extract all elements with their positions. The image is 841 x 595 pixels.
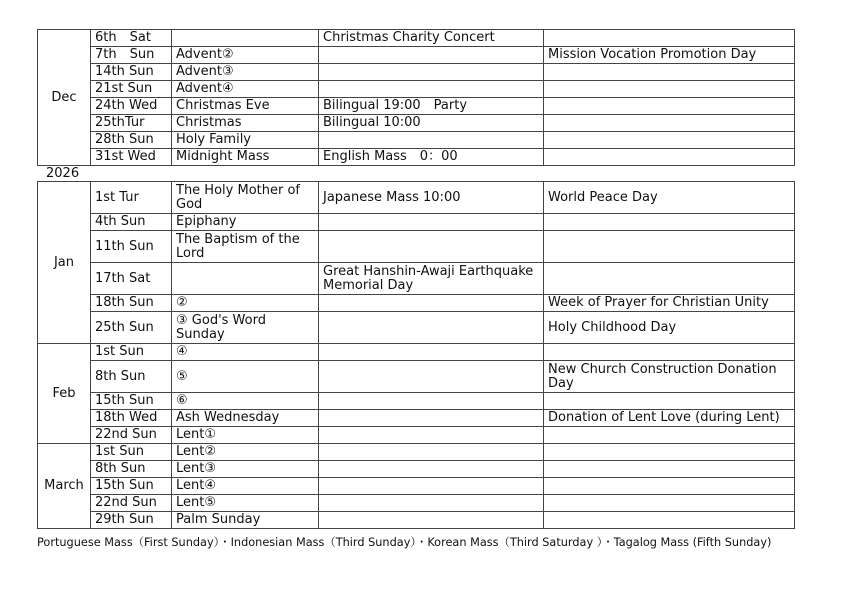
event-cell: Japanese Mass 10:00 xyxy=(319,182,544,214)
date-cell: 11th Sun xyxy=(91,231,172,263)
table-row xyxy=(38,295,795,312)
date-cell: 15th Sun xyxy=(91,393,172,410)
date-cell: 8th Sun xyxy=(91,361,172,393)
date-cell: 1st Sun xyxy=(91,444,172,461)
note-cell xyxy=(544,115,795,132)
liturgy-cell: Lent④ xyxy=(172,478,319,495)
event-cell xyxy=(319,231,544,263)
2026-schedule-table xyxy=(37,181,795,529)
table-row xyxy=(38,393,795,410)
table-row xyxy=(38,30,795,47)
december-schedule-table xyxy=(37,29,795,166)
date-cell: 22nd Sun xyxy=(91,495,172,512)
date-cell: 6th Sat xyxy=(91,30,172,47)
liturgy-cell: The Holy Mother of God xyxy=(172,182,319,214)
table-row xyxy=(38,81,795,98)
liturgy-cell: The Baptism of the Lord xyxy=(172,231,319,263)
table-row xyxy=(38,263,795,295)
table-row xyxy=(38,149,795,166)
event-cell xyxy=(319,132,544,149)
date-cell: 21st Sun xyxy=(91,81,172,98)
date-cell: 14th Sun xyxy=(91,64,172,81)
table-row xyxy=(38,478,795,495)
table-row xyxy=(38,344,795,361)
table-row xyxy=(38,444,795,461)
month-label: Dec xyxy=(38,30,91,166)
table-row xyxy=(38,495,795,512)
table-row xyxy=(38,410,795,427)
event-cell xyxy=(319,344,544,361)
date-cell: 25th Sun xyxy=(91,312,172,344)
table-row xyxy=(38,312,795,344)
liturgy-cell: ⑤ xyxy=(172,361,319,393)
note-cell: World Peace Day xyxy=(544,182,795,214)
date-cell: 17th Sat xyxy=(91,263,172,295)
year-label: 2026 xyxy=(46,166,80,181)
event-cell: English Mass 0：00 xyxy=(319,149,544,166)
date-cell: 29th Sun xyxy=(91,512,172,529)
liturgy-cell: Epiphany xyxy=(172,214,319,231)
table-row xyxy=(38,361,795,393)
event-cell xyxy=(319,461,544,478)
event-cell xyxy=(319,478,544,495)
date-cell: 15th Sun xyxy=(91,478,172,495)
date-cell: 25thTur xyxy=(91,115,172,132)
table-row xyxy=(38,47,795,64)
liturgy-cell: Ash Wednesday xyxy=(172,410,319,427)
liturgy-cell: ⑥ xyxy=(172,393,319,410)
event-cell: Bilingual 19:00 Party xyxy=(319,98,544,115)
month-label: March xyxy=(38,444,91,529)
liturgy-cell: Advent② xyxy=(172,47,319,64)
month-label: Jan xyxy=(38,182,91,344)
table-row xyxy=(38,64,795,81)
note-cell xyxy=(544,98,795,115)
note-cell xyxy=(544,344,795,361)
liturgy-cell xyxy=(172,30,319,47)
table-row xyxy=(38,231,795,263)
date-cell: 18th Sun xyxy=(91,295,172,312)
date-cell: 1st Sun xyxy=(91,344,172,361)
event-cell xyxy=(319,214,544,231)
date-cell: 31st Wed xyxy=(91,149,172,166)
liturgy-cell: Holy Family xyxy=(172,132,319,149)
liturgy-cell xyxy=(172,263,319,295)
liturgy-cell: Christmas Eve xyxy=(172,98,319,115)
note-cell xyxy=(544,478,795,495)
liturgy-cell: ③ God's Word Sunday xyxy=(172,312,319,344)
event-cell xyxy=(319,47,544,64)
date-cell: 1st Tur xyxy=(91,182,172,214)
note-cell xyxy=(544,64,795,81)
table-row xyxy=(38,512,795,529)
table-row xyxy=(38,461,795,478)
date-cell: 8th Sun xyxy=(91,461,172,478)
liturgy-cell: Lent② xyxy=(172,444,319,461)
note-cell xyxy=(544,231,795,263)
note-cell xyxy=(544,512,795,529)
event-cell xyxy=(319,295,544,312)
month-label: Feb xyxy=(38,344,91,444)
event-cell xyxy=(319,312,544,344)
event-cell xyxy=(319,361,544,393)
note-cell xyxy=(544,81,795,98)
date-cell: 24th Wed xyxy=(91,98,172,115)
liturgy-cell: ② xyxy=(172,295,319,312)
event-cell: Great Hanshin-Awaji Earthquake Memorial Day xyxy=(319,263,544,295)
liturgy-cell: Lent⑤ xyxy=(172,495,319,512)
liturgy-cell: Advent④ xyxy=(172,81,319,98)
event-cell xyxy=(319,512,544,529)
note-cell: New Church Construction Donation Day xyxy=(544,361,795,393)
event-cell: Bilingual 10:00 xyxy=(319,115,544,132)
liturgy-cell: ④ xyxy=(172,344,319,361)
note-cell: Holy Childhood Day xyxy=(544,312,795,344)
liturgy-cell: Midnight Mass xyxy=(172,149,319,166)
date-cell: 28th Sun xyxy=(91,132,172,149)
note-cell xyxy=(544,393,795,410)
table-row xyxy=(38,115,795,132)
date-cell: 4th Sun xyxy=(91,214,172,231)
liturgy-cell: Lent③ xyxy=(172,461,319,478)
liturgy-cell: Christmas xyxy=(172,115,319,132)
liturgy-cell: Lent① xyxy=(172,427,319,444)
event-cell xyxy=(319,64,544,81)
note-cell xyxy=(544,427,795,444)
date-cell: 22nd Sun xyxy=(91,427,172,444)
date-cell: 7th Sun xyxy=(91,47,172,64)
note-cell xyxy=(544,495,795,512)
date-cell: 18th Wed xyxy=(91,410,172,427)
table-row xyxy=(38,427,795,444)
note-cell: Week of Prayer for Christian Unity xyxy=(544,295,795,312)
table-row xyxy=(38,98,795,115)
note-cell: Donation of Lent Love (during Lent) xyxy=(544,410,795,427)
event-cell: Christmas Charity Concert xyxy=(319,30,544,47)
note-cell xyxy=(544,461,795,478)
event-cell xyxy=(319,81,544,98)
note-cell xyxy=(544,444,795,461)
event-cell xyxy=(319,393,544,410)
table-row xyxy=(38,182,795,214)
note-cell xyxy=(544,149,795,166)
event-cell xyxy=(319,410,544,427)
table-row xyxy=(38,132,795,149)
note-cell xyxy=(544,214,795,231)
table-row xyxy=(38,214,795,231)
event-cell xyxy=(319,427,544,444)
note-cell xyxy=(544,132,795,149)
liturgy-cell: Advent③ xyxy=(172,64,319,81)
note-cell xyxy=(544,30,795,47)
event-cell xyxy=(319,444,544,461)
note-cell: Mission Vocation Promotion Day xyxy=(544,47,795,64)
event-cell xyxy=(319,495,544,512)
liturgy-cell: Palm Sunday xyxy=(172,512,319,529)
note-cell xyxy=(544,263,795,295)
footnote-foreign-masses: Portuguese Mass（First Sunday）・Indonesian Mass（Third Sunday）・Korean Mass（Third Saturday ）・Tagalog Mass (Fifth Sunday) xyxy=(37,536,772,549)
